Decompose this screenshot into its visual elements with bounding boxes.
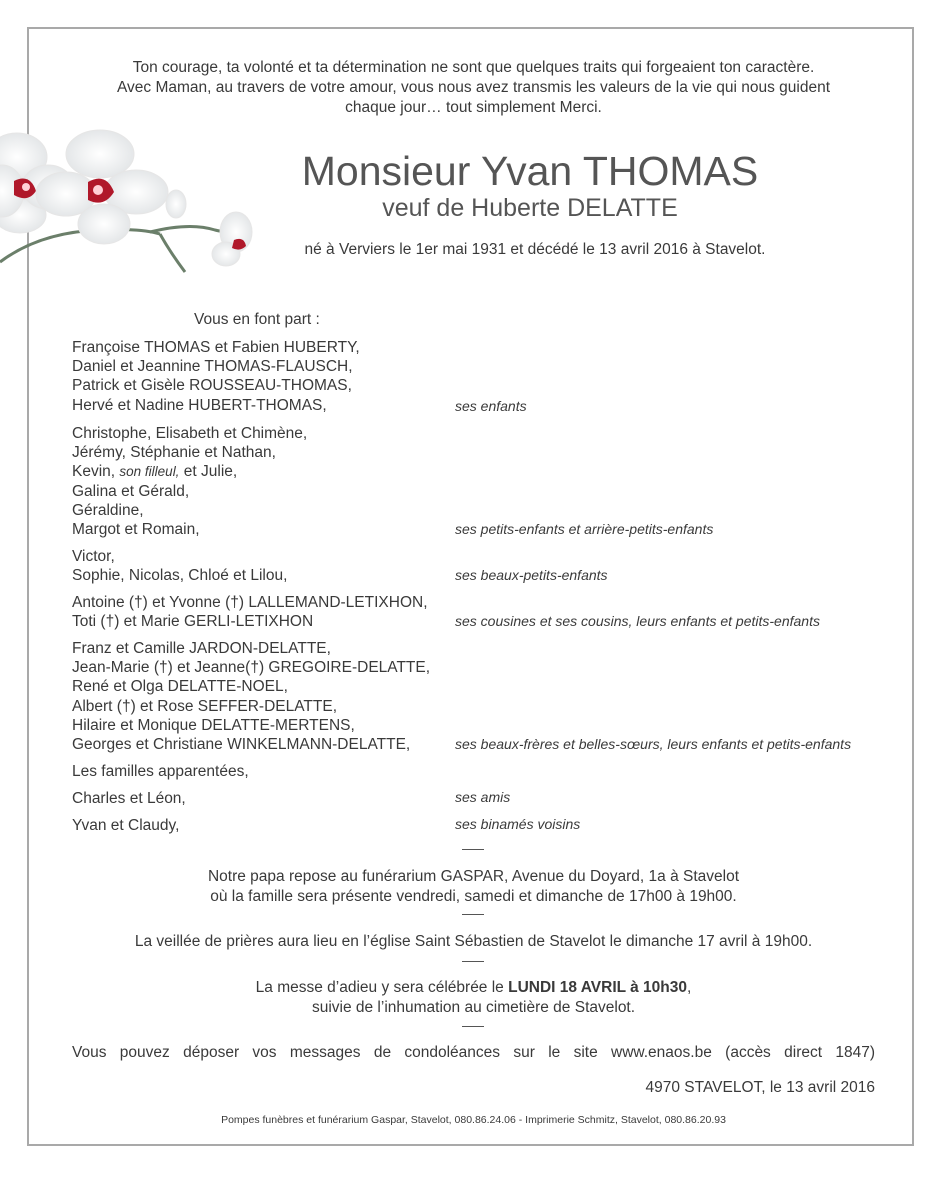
birth-death-line: né à Verviers le 1er mai 1931 et décédé le 13 avril 2016 à Stavelot. [304,241,766,258]
family-line: Galina et Gérald, [72,482,190,500]
funeral-home-line: où la famille sera présente vendredi, samedi et dimanche de 17h00 à 19h00. [210,888,737,905]
family-line: Hilaire et Monique DELATTE-MERTENS, [72,716,355,734]
printer-footer: Pompes funèbres et funérarium Gaspar, Stavelot, 080.86.24.06 - Imprimerie Schmitz, Stavelot, 080.86.20.93 [221,1114,726,1126]
family-line: Hervé et Nadine HUBERT-THOMAS, [72,396,327,414]
family-line: Christophe, Elisabeth et Chimène, [72,425,308,442]
families-line: Les familles apparentées, [72,763,249,780]
family-line: Sophie, Nicolas, Chloé et Lilou, [72,567,288,585]
deceased-name: Monsieur Yvan THOMAS [301,148,759,194]
family-line: Victor, [72,548,115,565]
relation-grandchildren: ses petits-enfants et arrière-petits-enfants [455,521,714,537]
family-line: Jean-Marie (†) et Jeanne(†) GREGOIRE-DELATTE, [72,659,431,677]
family-line: Toti (†) et Marie GERLI-LETIXHON [72,613,314,631]
kevin-name: Kevin, [72,463,116,481]
poem-line: Ton courage, ta volonté et ta détermination ne sont que quelques traits qui forgeaient ton caractère. [132,59,815,76]
relation-friends: ses amis [455,789,511,805]
separator-dash [462,1026,484,1027]
mass-line-2: suivie de l’inhumation au cimetière de Stavelot. [311,999,636,1016]
family-line: Margot et Romain, [72,521,200,539]
family-line: Georges et Christiane WINKELMANN-DELATTE, [72,736,411,754]
announce-heading: Vous en font part : [194,311,320,328]
family-line: Françoise THOMAS et Fabien HUBERTY, [72,339,360,356]
funeral-home-info [40,867,907,907]
mass-info [40,978,907,1018]
mass-suffix: , [687,979,692,996]
opening-poem [27,58,920,118]
in-laws-names [72,639,430,754]
place-date: 4970 STAVELOT, le 13 avril 2016 [645,1079,875,1096]
family-line: Géraldine, [72,501,144,519]
mass-prefix: La messe d’adieu y sera célébrée le [255,979,504,996]
family-line-kevin [72,462,307,481]
friends-names: Charles et Léon, [72,790,186,807]
mass-line-1 [40,978,907,998]
relation-neighbours: ses binamés voisins [455,816,581,832]
poem-line: chaque jour… tout simplement Merci. [345,99,602,116]
relation-step-grandchildren: ses beaux-petits-enfants [455,567,608,583]
separator-dash [462,914,484,915]
separator-dash [462,849,484,850]
family-line: Antoine (†) et Yvonne (†) LALLEMAND-LETIXHON, [72,594,428,611]
family-line: Daniel et Jeannine THOMAS-FLAUSCH, [72,358,353,376]
relation-cousins: ses cousines et ses cousins, leurs enfants et petits-enfants [455,613,820,629]
family-line: Patrick et Gisèle ROUSSEAU-THOMAS, [72,377,352,395]
widower-line: veuf de Huberte DELATTE [382,194,678,222]
funeral-home-line: Notre papa repose au funérarium GASPAR, Avenue du Doyard, 1a à Stavelot [207,868,740,885]
mass-date: LUNDI 18 AVRIL à 10h30 [508,979,688,996]
kevin-note: son filleul, [119,464,180,480]
family-line: Franz et Camille JARDON-DELATTE, [72,640,331,657]
kevin-partner: et Julie, [183,463,238,481]
family-line: Albert (†) et Rose SEFFER-DELATTE, [72,697,337,715]
family-line: Jérémy, Stéphanie et Nathan, [72,444,276,462]
relation-children: ses enfants [455,398,527,414]
vigil-info: La veillée de prières aura lieu en l’église Saint Sébastien de Stavelot le dimanche 17 avril à 19h00. [134,933,813,950]
condolences-text: Vous pouvez déposer vos messages de condoléances sur le site www.enaos.be (accès direct 1847) [72,1044,875,1061]
family-line: René et Olga DELATTE-NOEL, [72,678,288,696]
relation-in-laws: ses beaux-frères et belles-sœurs, leurs enfants et petits-enfants [455,736,852,752]
separator-dash [462,961,484,962]
neighbours-names: Yvan et Claudy, [72,817,180,834]
poem-line: Avec Maman, au travers de votre amour, vous nous avez transmis les valeurs de la vie qui nous guident [116,79,831,96]
children-names [72,338,360,415]
cousins-names [72,593,428,631]
grandchildren-names [72,424,307,539]
step-grandchildren-names [72,547,287,585]
